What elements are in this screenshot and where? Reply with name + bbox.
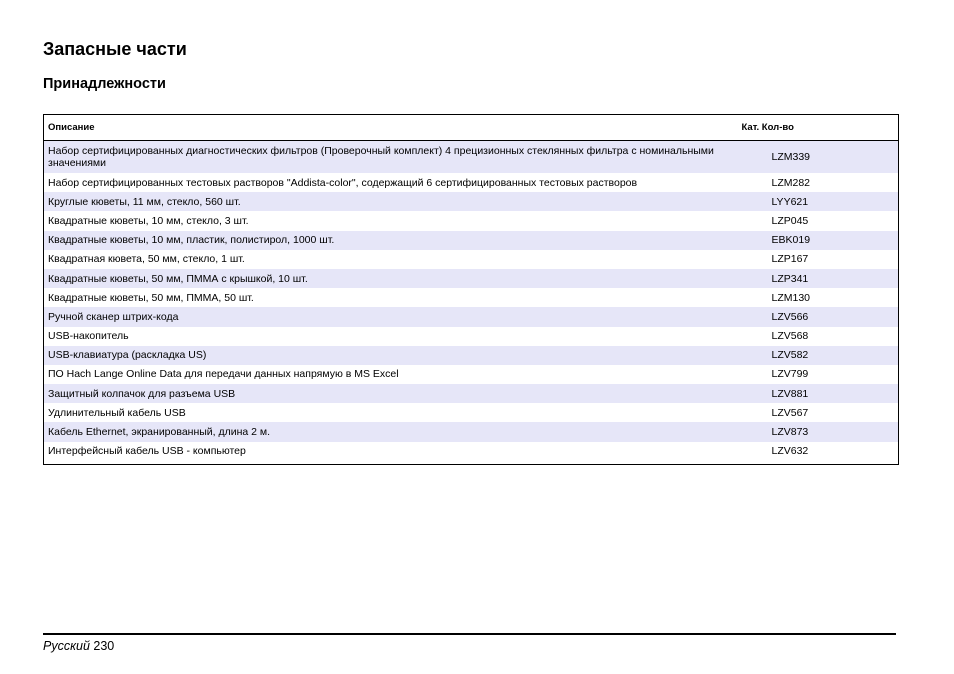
footer-language: Русский <box>43 639 90 653</box>
cell-description: Интерфейсный кабель USB - компьютер <box>48 445 246 458</box>
table-row <box>44 327 899 346</box>
table-row <box>44 250 899 269</box>
cell-cat: LZV566 <box>734 307 899 326</box>
cell-description: Ручной сканер штрих-кода <box>44 307 734 326</box>
cell-description: Кабель Ethernet, экранированный, длина 2 м. <box>44 422 734 441</box>
cell-cat: EBK019 <box>734 231 899 250</box>
cell-cat: LZP167 <box>771 253 809 266</box>
cell-cat: LZV567 <box>771 406 809 419</box>
cell-description: ПО Hach Lange Online Data для передачи данных напрямую в MS Excel <box>48 368 399 381</box>
column-header-cat: Кат. Кол-во <box>734 115 899 141</box>
cell-description: Набор сертифицированных тестовых растворов "Addista-color", содержащий 6 сертифицированных тестовых растворов <box>48 176 638 189</box>
cell-description: USB-накопитель <box>48 330 129 343</box>
cell-cat: LZV568 <box>771 330 809 343</box>
accessories-table <box>43 114 899 465</box>
cell-description: Квадратная кювета, 50 мм, стекло, 1 шт. <box>48 253 245 266</box>
cell-description: Квадратные кюветы, 50 мм, ПММА, 50 шт. <box>48 291 254 304</box>
cell-cat: LZP045 <box>771 214 809 227</box>
table-row <box>44 288 899 307</box>
cell-description: Квадратные кюветы, 10 мм, пластик, полистирол, 1000 шт. <box>44 231 734 250</box>
footer-divider <box>43 633 896 635</box>
page-footer <box>43 638 114 654</box>
cell-description: Защитный колпачок для разъема USB <box>44 384 734 403</box>
table-row <box>44 173 899 192</box>
table-row <box>44 422 899 441</box>
cell-cat: LZV873 <box>734 422 899 441</box>
cell-cat: LZM339 <box>734 141 899 174</box>
table-row <box>44 365 899 384</box>
table-row <box>44 384 899 403</box>
table-row <box>44 192 899 211</box>
table-row <box>44 442 899 465</box>
table-row <box>44 403 899 422</box>
cell-cat: LYY621 <box>734 192 899 211</box>
column-header-description: Описание <box>44 115 734 141</box>
cell-cat: LZV799 <box>771 368 809 381</box>
cell-description: Квадратные кюветы, 10 мм, стекло, 3 шт. <box>48 214 249 227</box>
table-row <box>44 141 899 174</box>
table-row <box>44 307 899 326</box>
cell-description: Набор сертифицированных диагностических фильтров (Проверочный комплект) 4 прецизионных стеклянных фильтра с номинальными значениями <box>44 141 734 174</box>
table-header-row <box>44 115 899 141</box>
cell-description: Круглые кюветы, 11 мм, стекло, 560 шт. <box>44 192 734 211</box>
footer-page-number: 230 <box>93 639 115 653</box>
cell-cat: LZP341 <box>734 269 899 288</box>
cell-cat: LZV881 <box>734 384 899 403</box>
cell-cat: LZV632 <box>771 445 809 458</box>
section-title: Принадлежности <box>43 76 166 92</box>
cell-cat: LZM282 <box>771 176 811 189</box>
table-row <box>44 269 899 288</box>
cell-description: Удлинительный кабель USB <box>48 406 186 419</box>
table-row <box>44 346 899 365</box>
page-title: Запасные части <box>43 39 187 59</box>
cell-description: USB-клавиатура (раскладка US) <box>44 346 734 365</box>
table-row <box>44 211 899 230</box>
cell-cat: LZM130 <box>771 291 811 304</box>
cell-cat: LZV582 <box>734 346 899 365</box>
cell-description: Квадратные кюветы, 50 мм, ПММА с крышкой, 10 шт. <box>44 269 734 288</box>
table-row <box>44 231 899 250</box>
